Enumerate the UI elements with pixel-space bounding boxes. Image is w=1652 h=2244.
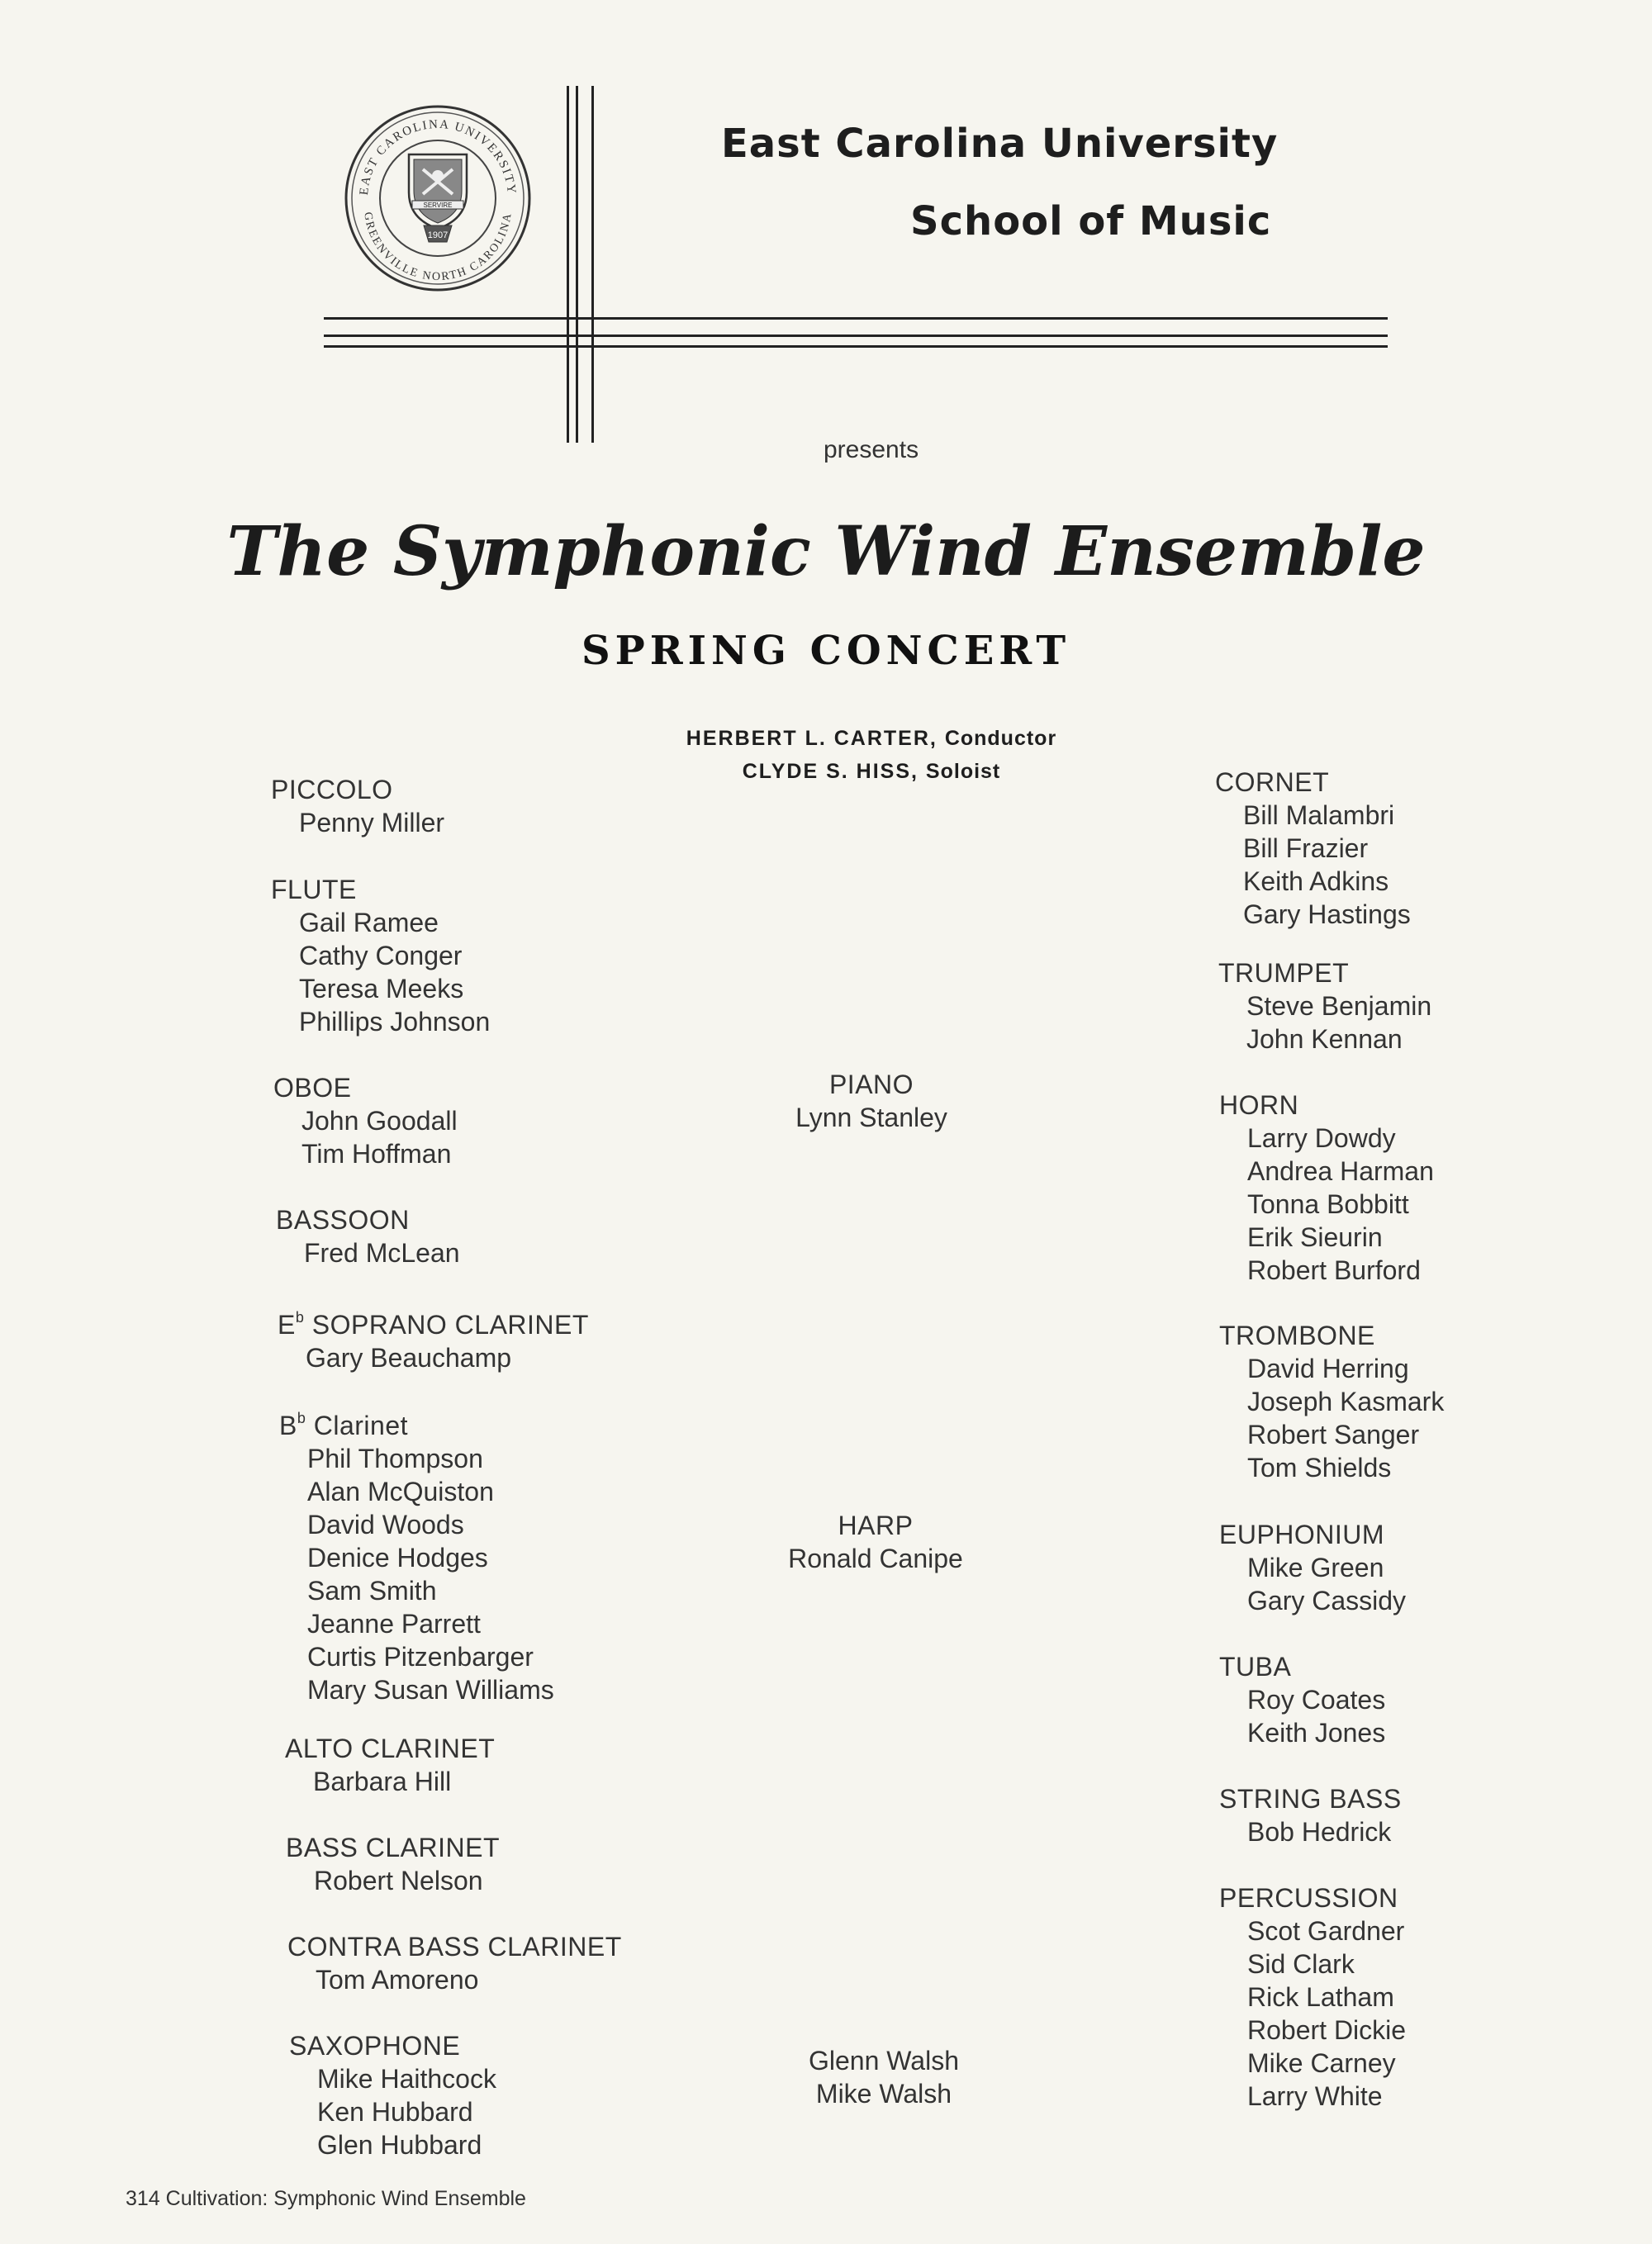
member: Roy Coates xyxy=(1247,1685,1386,1715)
member: Tim Hoffman xyxy=(301,1139,452,1169)
member: David Herring xyxy=(1247,1354,1409,1383)
member: Bill Malambri xyxy=(1243,800,1395,830)
section-title: OBOE xyxy=(273,1073,352,1103)
section-piano xyxy=(748,1068,995,1134)
member: Keith Jones xyxy=(1247,1718,1386,1748)
member: Scot Gardner xyxy=(1247,1916,1405,1946)
section-trombone xyxy=(1219,1319,1444,1484)
section-saxophone xyxy=(289,2029,496,2161)
member: Joseph Kasmark xyxy=(1247,1387,1445,1416)
member: Larry White xyxy=(1247,2081,1383,2111)
member: Lynn Stanley xyxy=(795,1103,947,1132)
member: Curtis Pitzenbarger xyxy=(307,1642,534,1672)
seal-motto: SERVIRE xyxy=(423,202,453,209)
member: Erik Sieurin xyxy=(1247,1222,1383,1252)
member: Rick Latham xyxy=(1247,1982,1394,2012)
section-harp xyxy=(752,1509,999,1575)
member: Sam Smith xyxy=(307,1576,437,1606)
section-euphonium xyxy=(1219,1518,1406,1617)
member: Phillips Johnson xyxy=(299,1007,491,1037)
member: Barbara Hill xyxy=(313,1767,452,1796)
section-title: $B^b$ Clarinet xyxy=(279,1410,409,1440)
section-bassoon xyxy=(276,1203,460,1269)
seal-year: 1907 xyxy=(427,230,449,240)
member: Phil Thompson xyxy=(307,1444,483,1473)
member: Ken Hubbard xyxy=(317,2097,473,2127)
member: Alan McQuiston xyxy=(307,1477,494,1506)
member: Bill Frazier xyxy=(1243,833,1369,863)
section-title: TROMBONE xyxy=(1219,1321,1375,1350)
member: Steve Benjamin xyxy=(1246,991,1432,1021)
member: Glen Hubbard xyxy=(317,2130,482,2160)
horizontal-rule xyxy=(324,345,1388,348)
member: Robert Burford xyxy=(1247,1255,1421,1285)
section-title: FLUTE xyxy=(271,875,357,904)
vertical-rule xyxy=(576,86,578,443)
section-string-bass xyxy=(1219,1782,1402,1848)
section-trumpet xyxy=(1218,956,1431,1056)
section-title: HORN xyxy=(1219,1090,1299,1120)
section-bass-clarinet xyxy=(286,1831,500,1897)
member: Jeanne Parrett xyxy=(307,1609,481,1639)
member: Glenn Walsh xyxy=(809,2046,959,2076)
section-contra-bass-clarinet xyxy=(287,1930,622,1996)
ensemble-title: The Symphonic Wind Ensemble xyxy=(226,512,1426,591)
member: Larry Dowdy xyxy=(1247,1123,1396,1153)
section-piccolo xyxy=(271,773,444,839)
member: Gary Hastings xyxy=(1243,899,1411,929)
member: Andrea Harman xyxy=(1247,1156,1434,1186)
credit-role: Soloist xyxy=(925,760,1001,783)
section-bb-clarinet xyxy=(279,1402,554,1706)
university-seal xyxy=(343,103,533,293)
section-title: EUPHONIUM xyxy=(1219,1520,1385,1549)
seal-bottom-text: GREENVILLE NORTH CAROLINA xyxy=(361,211,515,284)
section-tuba xyxy=(1219,1650,1385,1749)
school-name: School of Music xyxy=(910,198,1272,244)
section-oboe xyxy=(273,1071,458,1170)
member: Mike Walsh xyxy=(815,2079,952,2109)
section-title: ALTO CLARINET xyxy=(285,1734,496,1763)
member: Tonna Bobbitt xyxy=(1247,1189,1409,1219)
member: Keith Adkins xyxy=(1243,866,1389,896)
member: Mike Green xyxy=(1247,1553,1384,1582)
section-title: STRING BASS xyxy=(1219,1784,1402,1814)
credit-name: HERBERT L. CARTER, xyxy=(686,727,938,750)
section-title: CORNET xyxy=(1215,767,1330,797)
section-horn xyxy=(1219,1089,1434,1287)
section-alto-clarinet xyxy=(285,1732,495,1798)
section-title: PICCOLO xyxy=(271,775,393,804)
credit-conductor xyxy=(0,727,1652,751)
section-percussion xyxy=(1219,1881,1406,2113)
member: Sid Clark xyxy=(1247,1949,1355,1979)
presents-text: presents xyxy=(824,436,919,463)
member: Ronald Canipe xyxy=(788,1544,963,1573)
section-title: BASS CLARINET xyxy=(286,1833,501,1862)
university-name: East Carolina University xyxy=(721,121,1279,167)
member: Mary Susan Williams xyxy=(307,1675,554,1705)
member: Robert Nelson xyxy=(314,1866,483,1895)
member: Teresa Meeks xyxy=(299,974,464,1003)
member: David Woods xyxy=(307,1510,464,1539)
member: Gail Ramee xyxy=(299,908,439,937)
member: Fred McLean xyxy=(304,1238,460,1268)
section-unlabeled xyxy=(760,2044,1008,2110)
section-title: PIANO xyxy=(828,1070,914,1099)
member: Mike Haithcock xyxy=(317,2064,496,2094)
vertical-rule xyxy=(567,86,569,443)
section-eb-soprano-clarinet xyxy=(278,1301,589,1374)
member: Gary Beauchamp xyxy=(306,1343,512,1373)
member: Cathy Conger xyxy=(299,941,463,970)
member: John Kennan xyxy=(1246,1024,1403,1054)
horizontal-rule xyxy=(324,334,1388,337)
member: Mike Carney xyxy=(1247,2048,1396,2078)
credit-role: Conductor xyxy=(944,727,1057,750)
vertical-rule xyxy=(591,86,594,443)
member: Penny Miller xyxy=(299,808,445,837)
concert-title: SPRING CONCERT xyxy=(581,628,1071,674)
member: Tom Shields xyxy=(1247,1453,1392,1483)
section-title: HARP xyxy=(838,1511,914,1540)
section-title: CONTRA BASS CLARINET xyxy=(287,1932,622,1962)
section-title: SAXOPHONE xyxy=(289,2031,461,2061)
section-title: PERCUSSION xyxy=(1219,1883,1398,1913)
member: John Goodall xyxy=(301,1106,458,1136)
section-title: TUBA xyxy=(1219,1652,1292,1682)
section-title: TRUMPET xyxy=(1218,958,1350,988)
member: Tom Amoreno xyxy=(316,1965,479,1995)
seal-top-text: EAST CAROLINA UNIVERSITY xyxy=(357,117,519,197)
member: Bob Hedrick xyxy=(1247,1817,1392,1847)
section-title: BASSOON xyxy=(276,1205,410,1235)
member: Robert Sanger xyxy=(1247,1420,1420,1449)
member: Robert Dickie xyxy=(1247,2015,1407,2045)
section-title: $E^b$ SOPRANO CLARINET xyxy=(278,1309,589,1340)
section-cornet xyxy=(1215,766,1411,931)
horizontal-rule xyxy=(324,317,1388,320)
page-footer: 314 Cultivation: Symphonic Wind Ensemble xyxy=(126,2187,526,2210)
member: Denice Hodges xyxy=(307,1543,488,1573)
section-flute xyxy=(271,873,490,1038)
credit-name: CLYDE S. HISS, xyxy=(742,760,919,783)
member: Gary Cassidy xyxy=(1247,1586,1407,1615)
